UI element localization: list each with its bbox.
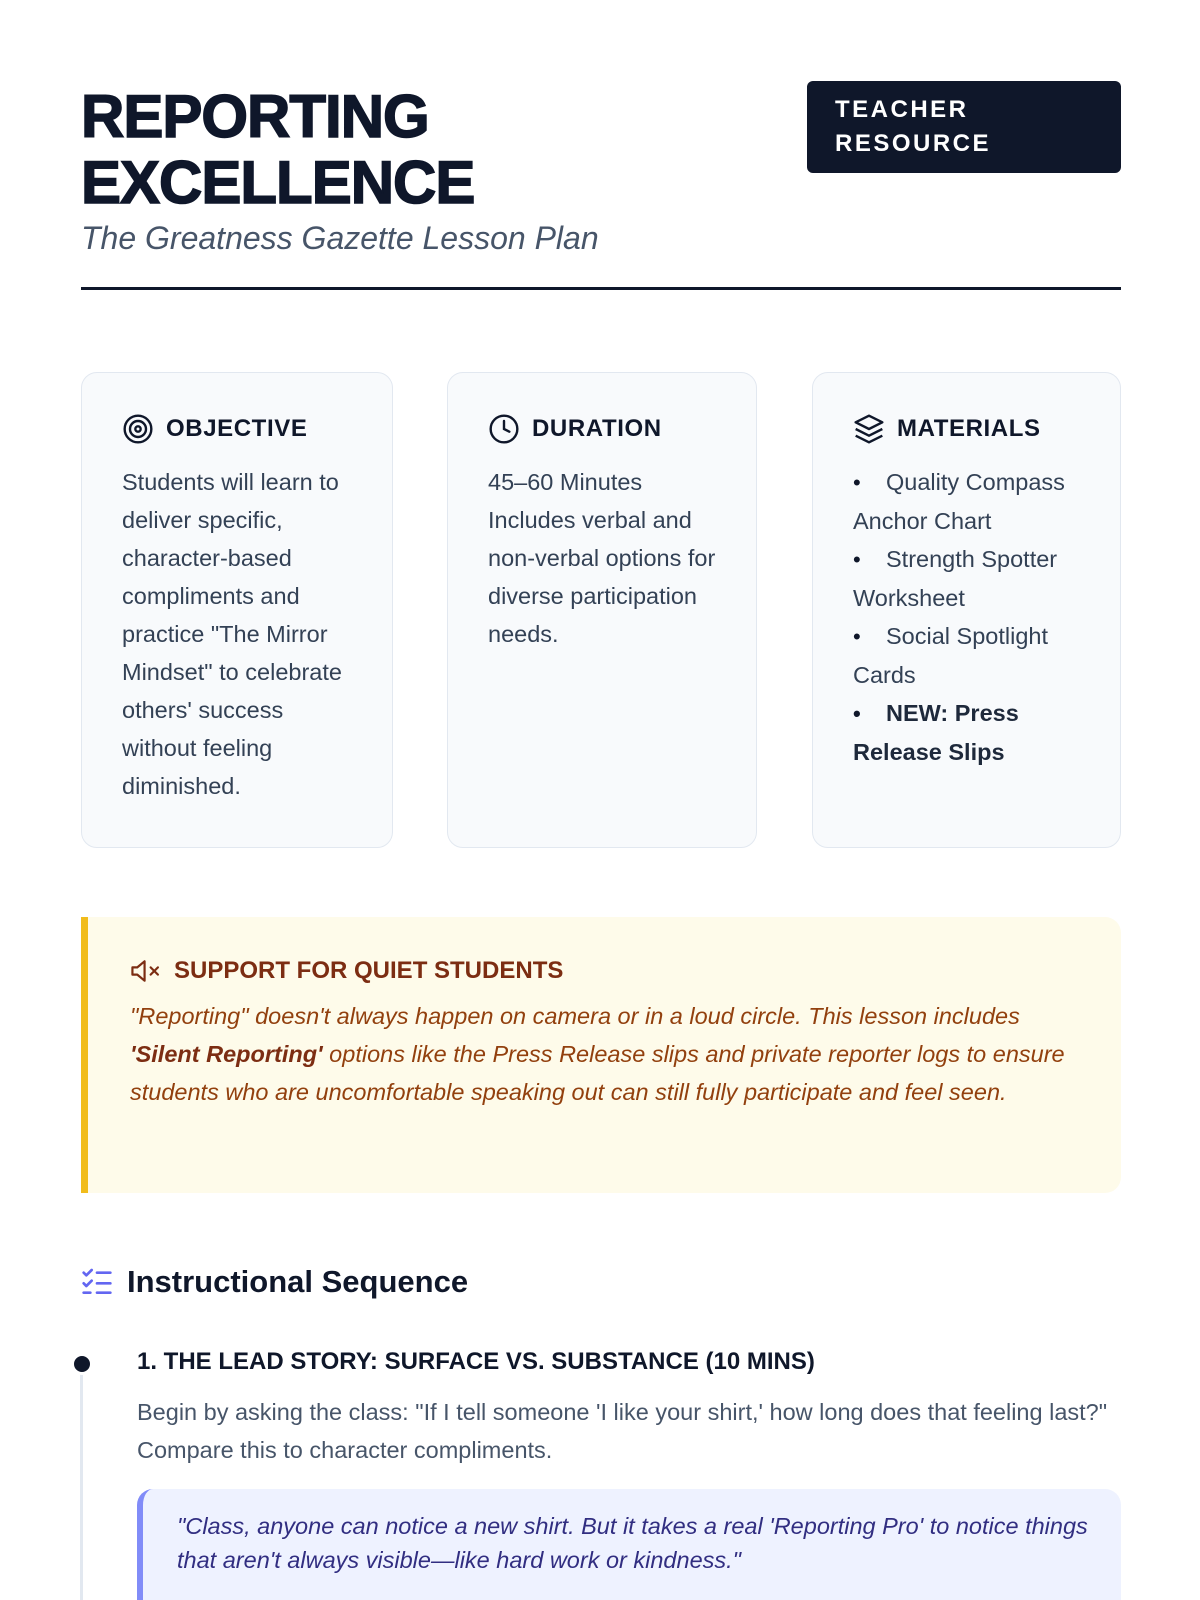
- clock-icon: [488, 413, 520, 445]
- materials-list: [853, 463, 1080, 771]
- callout-title: SUPPORT FOR QUIET STUDENTS: [174, 957, 564, 984]
- step-1-quote: "Class, anyone can notice a new shirt. But it takes a real 'Reporting Pro' to notice things that aren't always visible—like hard work or kindness.": [137, 1489, 1121, 1600]
- step-1-title: 1. THE LEAD STORY: SURFACE VS. SUBSTANCE (10 MINS): [137, 1348, 815, 1375]
- duration-text: [488, 463, 716, 653]
- quiet-students-callout: [81, 917, 1121, 1193]
- teacher-resource-badge: [807, 81, 1121, 173]
- duration-time: 45–60 Minutes: [488, 469, 643, 495]
- sequence-header: [81, 1264, 468, 1300]
- callout-header: [130, 957, 1081, 985]
- timeline-line: [80, 1362, 83, 1600]
- objective-card: [81, 372, 393, 848]
- materials-card-header: [853, 413, 1080, 445]
- badge-line-1: TEACHER: [835, 96, 969, 123]
- list-item: • Quality Compass Anchor Chart: [853, 463, 1080, 540]
- step-1-description: Begin by asking the class: "If I tell someone 'I like your shirt,' how long does that feeling last?" Compare this to character compliments.: [137, 1399, 1108, 1463]
- duration-card: [447, 372, 757, 848]
- silent-reporting-emphasis: 'Silent Reporting': [130, 1041, 323, 1067]
- objective-text: Students will learn to deliver specific, character-based compliments and practice "The Mirror Mindset" to celebrate others' success without feeling diminished.: [122, 469, 342, 799]
- title-line-1: REPORTING: [81, 83, 429, 150]
- page-subtitle: The Greatness Gazette Lesson Plan: [81, 220, 599, 256]
- list-item: • Strength Spotter Worksheet: [853, 540, 1080, 617]
- callout-text: "Reporting" doesn't always happen on camera or in a loud circle. This lesson includes 'Silent Reporting' options like the Press Release slips and private reporter logs to ensure students who are uncomfortable speaking out can still fully participate and feel seen.: [130, 1003, 1065, 1105]
- sequence-title: Instructional Sequence: [127, 1264, 469, 1299]
- duration-card-header: [488, 413, 716, 445]
- layers-icon: [853, 413, 885, 445]
- materials-title: MATERIALS: [897, 415, 1041, 442]
- materials-card: [812, 372, 1121, 848]
- duration-note: Includes verbal and non-verbal options for diverse participation needs.: [488, 507, 716, 647]
- badge-line-2: RESOURCE: [835, 130, 992, 157]
- duration-title: DURATION: [532, 415, 662, 442]
- title-line-2: EXCELLENCE: [81, 149, 475, 216]
- target-icon: [122, 413, 154, 445]
- volume-mute-icon: [130, 957, 164, 985]
- list-item: • NEW: Press Release Slips: [853, 694, 1080, 771]
- list-item: • Social Spotlight Cards: [853, 617, 1080, 694]
- objective-card-header: [122, 413, 352, 445]
- header-divider: [81, 287, 1121, 290]
- objective-title: OBJECTIVE: [166, 415, 308, 442]
- checklist-icon: [81, 1266, 113, 1298]
- timeline-dot: [71, 1353, 93, 1375]
